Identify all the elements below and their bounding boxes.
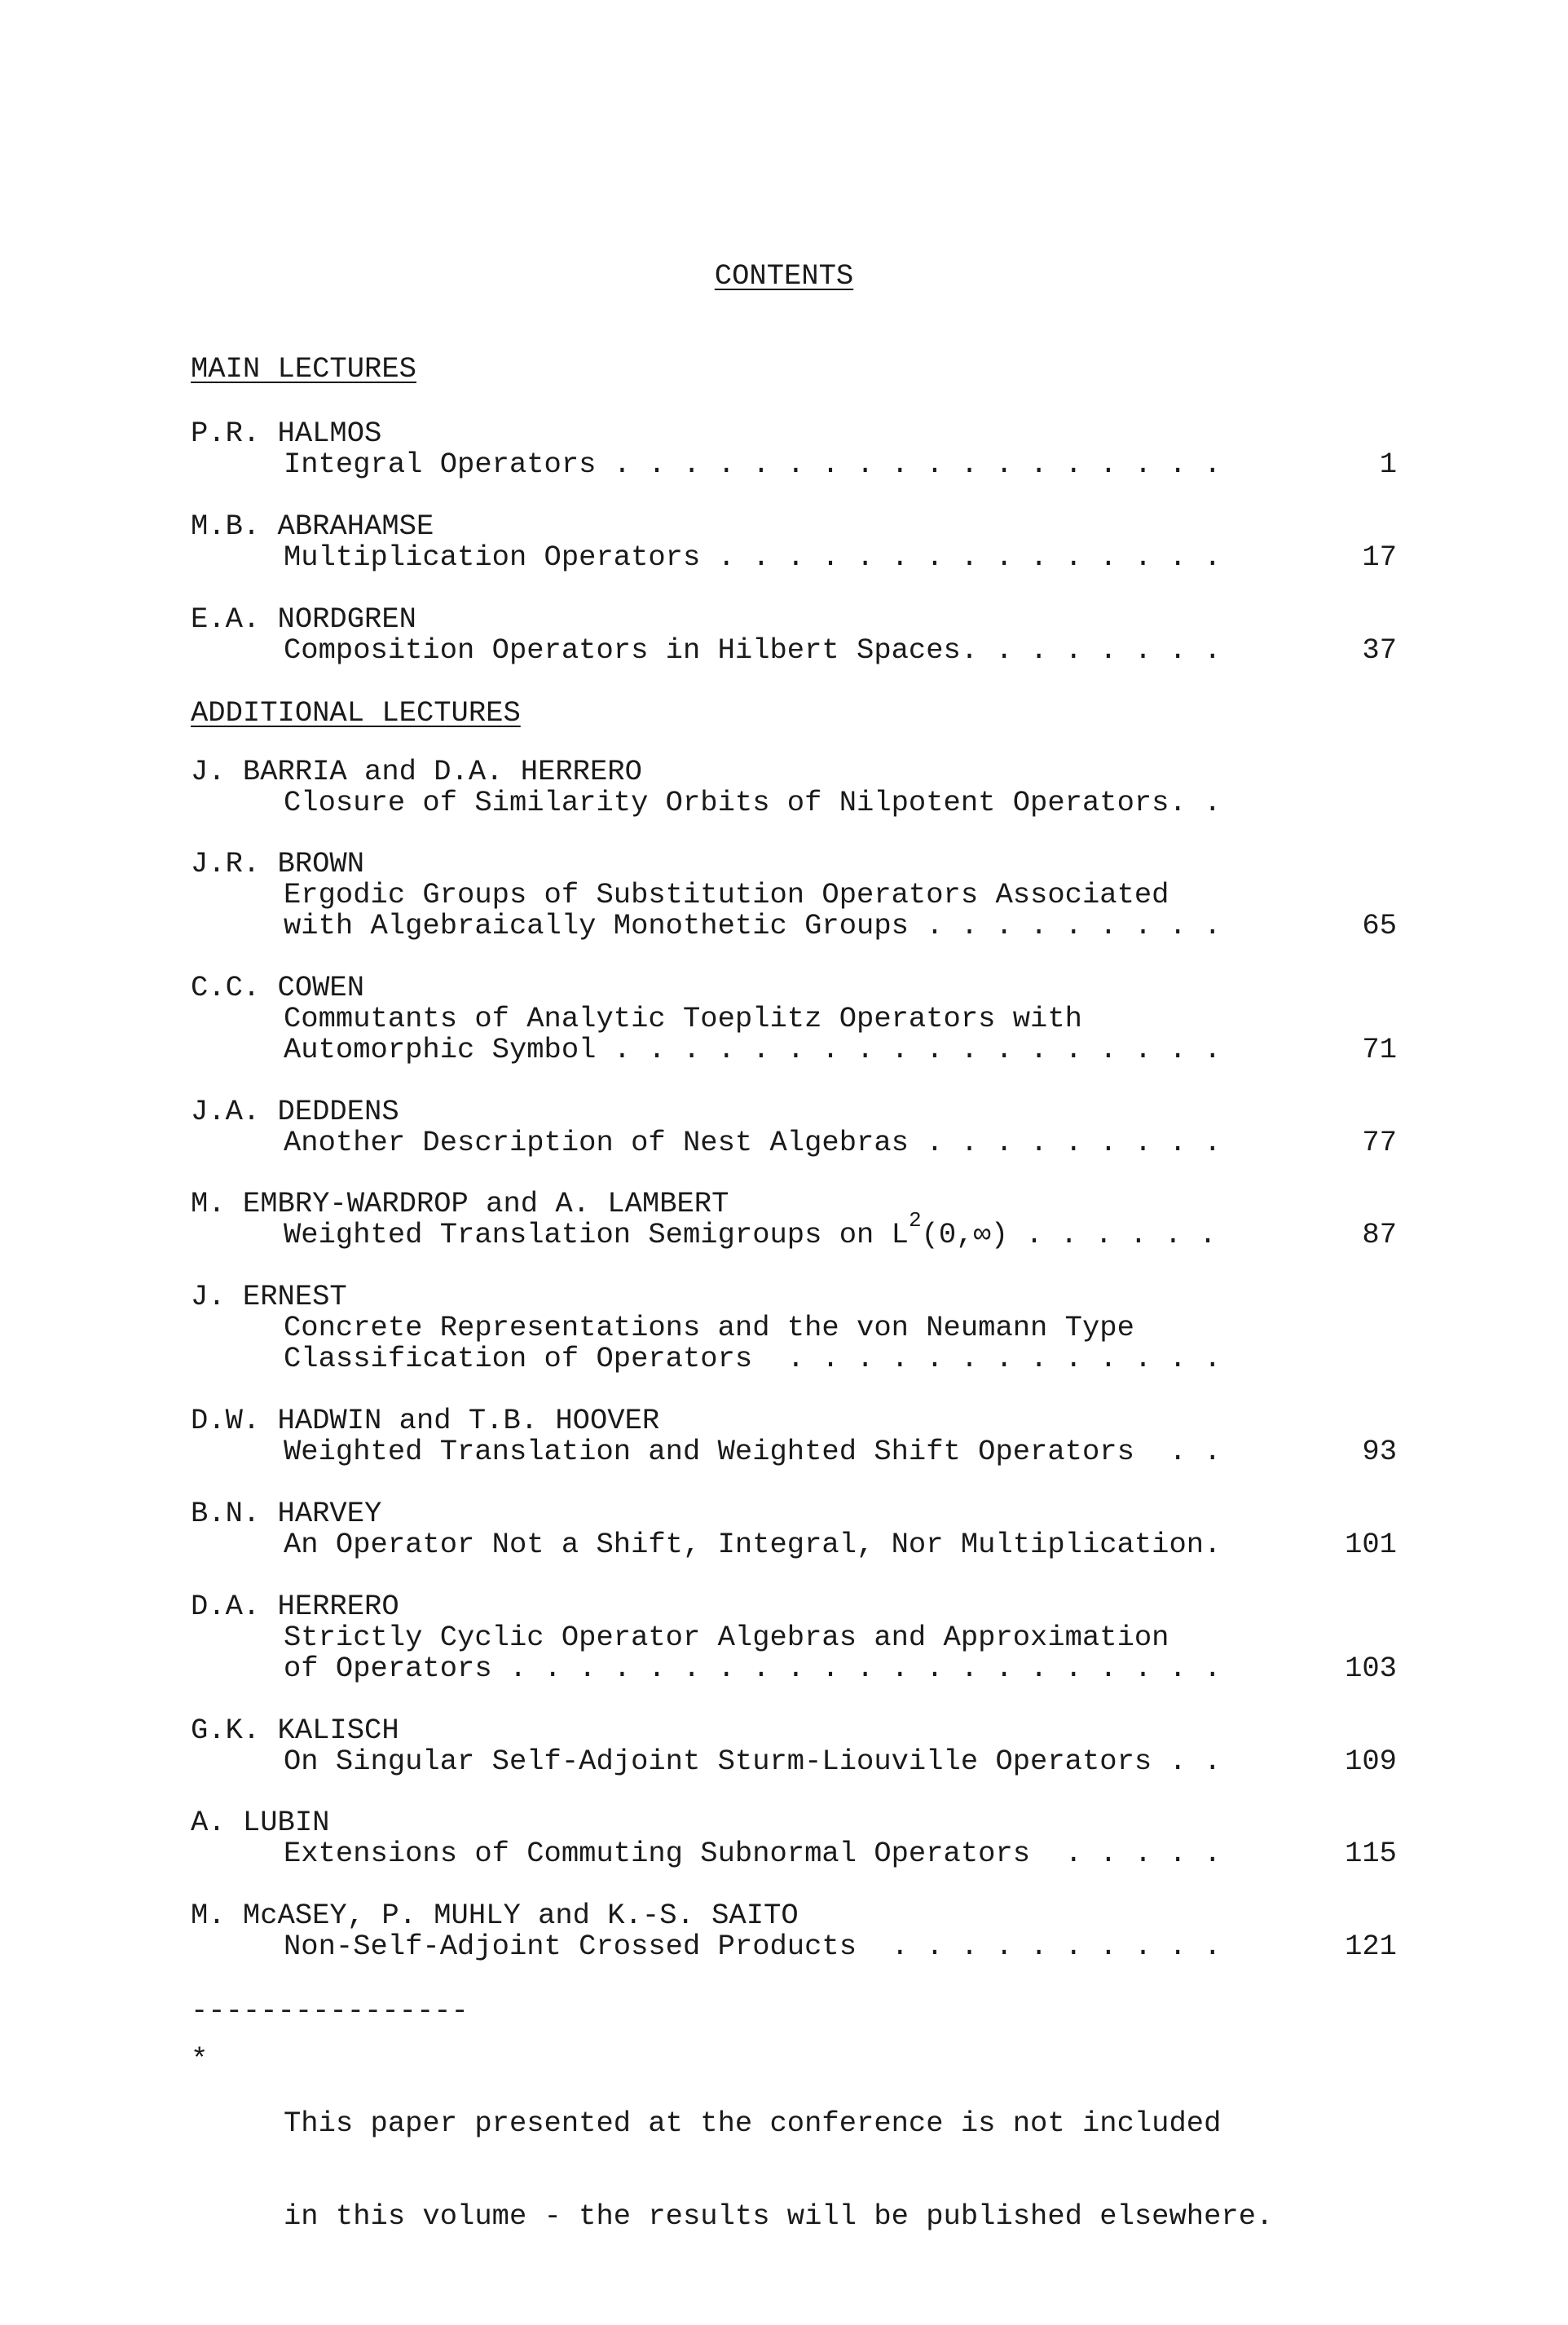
entry-page-number: 115 bbox=[1345, 1837, 1397, 1870]
entry-title-line: Non-Self-Adjoint Crossed Products . . . . . . . . . . bbox=[284, 1930, 1222, 1963]
entry-authors: J.A. DEDDENS bbox=[191, 1095, 399, 1128]
entry-title-line: Strictly Cyclic Operator Algebras and Approximation bbox=[284, 1621, 1169, 1654]
entry-page-number: 121 bbox=[1345, 1930, 1397, 1963]
contents-entry bbox=[191, 1096, 1397, 1158]
entry-authors: C.C. COWEN bbox=[191, 971, 365, 1004]
entry-page-number: 17 bbox=[1362, 540, 1397, 574]
contents-entry bbox=[191, 1591, 1397, 1684]
contents-entry bbox=[191, 1498, 1397, 1560]
contents-entry bbox=[191, 1282, 1397, 1374]
entry-page-number: 93 bbox=[1362, 1435, 1397, 1468]
entry-page-number: 77 bbox=[1362, 1126, 1397, 1159]
contents-entry bbox=[191, 1900, 1397, 1962]
entry-title-line: An Operator Not a Shift, Integral, Nor Multiplication. bbox=[284, 1528, 1222, 1561]
entry-title-line: Ergodic Groups of Substitution Operators Associated bbox=[284, 878, 1169, 911]
section-heading-main: MAIN LECTURES bbox=[191, 352, 416, 386]
entry-authors: A. LUBIN bbox=[191, 1806, 330, 1839]
footnote-text bbox=[284, 2046, 1273, 2263]
entry-title-line: Concrete Representations and the von Neumann Type bbox=[284, 1311, 1134, 1344]
entry-page-number: 103 bbox=[1345, 1652, 1397, 1685]
entry-title-line: with Algebraically Monothetic Groups . . . . . . . . . bbox=[284, 909, 1222, 942]
entry-title-text: Weighted Translation Semigroups on L bbox=[284, 1218, 909, 1251]
entry-page-number: 37 bbox=[1362, 633, 1397, 667]
contents-entry bbox=[191, 849, 1397, 942]
entry-authors: G.K. KALISCH bbox=[191, 1714, 399, 1747]
entry-title-line: Composition Operators in Hilbert Spaces. . . . . . . . bbox=[284, 633, 1222, 667]
entry-title-line: Classification of Operators . . . . . . . . . . . . . bbox=[284, 1342, 1222, 1375]
entry-authors: M. EMBRY-WARDROP and A. LAMBERT bbox=[191, 1187, 729, 1220]
contents-entry bbox=[191, 418, 1397, 480]
entry-title-line: Weighted Translation and Weighted Shift Operators . . bbox=[284, 1435, 1222, 1468]
section-heading-additional: ADDITIONAL LECTURES bbox=[191, 696, 521, 730]
entry-title-line: Multiplication Operators . . . . . . . . . . . . . . . bbox=[284, 540, 1222, 574]
entry-title-line: On Singular Self-Adjoint Sturm-Liouville Operators . . bbox=[284, 1745, 1222, 1778]
entry-title-line: Extensions of Commuting Subnormal Operators . . . . . bbox=[284, 1837, 1222, 1870]
entry-title-text: (0,∞) . . . . . . bbox=[921, 1218, 1217, 1251]
entry-title-line: Automorphic Symbol . . . . . . . . . . . . . . . . . . bbox=[284, 1033, 1222, 1066]
footnote-mark: * bbox=[191, 2043, 209, 2076]
entry-authors: P.R. HALMOS bbox=[191, 417, 382, 450]
entry-title-line: Integral Operators . . . . . . . . . . . . . . . . . . bbox=[284, 448, 1222, 481]
entry-title-line bbox=[284, 1208, 1397, 1251]
entry-authors: J. BARRIA and D.A. HERRERO bbox=[191, 755, 642, 788]
contents-entry bbox=[191, 973, 1397, 1065]
page-title: CONTENTS bbox=[714, 259, 854, 293]
entry-authors: J.R. BROWN bbox=[191, 847, 365, 880]
contents-entry bbox=[191, 1715, 1397, 1777]
entry-authors: M.B. ABRAHAMSE bbox=[191, 510, 434, 543]
footnote-line: in this volume - the results will be published elsewhere. bbox=[284, 2199, 1274, 2233]
entry-title-line: Another Description of Nest Algebras . . . . . . . . . bbox=[284, 1126, 1222, 1159]
footnote-line: This paper presented at the conference is not included bbox=[284, 2107, 1222, 2140]
entry-page-number: 65 bbox=[1362, 909, 1397, 942]
entry-page-number: 71 bbox=[1362, 1033, 1397, 1066]
entry-page-number: 87 bbox=[1362, 1218, 1397, 1251]
entry-title-line: Closure of Similarity Orbits of Nilpotent Operators. . bbox=[284, 786, 1222, 819]
entry-title-line: Commutants of Analytic Toeplitz Operators with bbox=[284, 1002, 1082, 1035]
exponent: 2 bbox=[908, 1208, 922, 1233]
entry-authors: B.N. HARVEY bbox=[191, 1497, 382, 1530]
contents-entry bbox=[191, 1189, 1397, 1251]
entry-authors: J. ERNEST bbox=[191, 1280, 347, 1313]
contents-entry bbox=[191, 604, 1397, 666]
entry-authors: E.A. NORDGREN bbox=[191, 602, 416, 636]
entry-authors: D.W. HADWIN and T.B. HOOVER bbox=[191, 1404, 660, 1437]
entry-page-number: 1 bbox=[1379, 448, 1397, 481]
contents-entry bbox=[191, 1807, 1397, 1869]
contents-entry bbox=[191, 511, 1397, 573]
entry-title-line: of Operators . . . . . . . . . . . . . . . . . . . . . bbox=[284, 1652, 1222, 1685]
contents-entry bbox=[191, 757, 1397, 818]
footnote-rule: ---------------- bbox=[191, 1994, 469, 2027]
entry-authors: M. McASEY, P. MUHLY and K.-S. SAITO bbox=[191, 1899, 799, 1932]
contents-entry bbox=[191, 1405, 1397, 1467]
entry-authors: D.A. HERRERO bbox=[191, 1590, 399, 1623]
entry-page-number: 101 bbox=[1345, 1528, 1397, 1561]
entry-page-number: 109 bbox=[1345, 1745, 1397, 1778]
